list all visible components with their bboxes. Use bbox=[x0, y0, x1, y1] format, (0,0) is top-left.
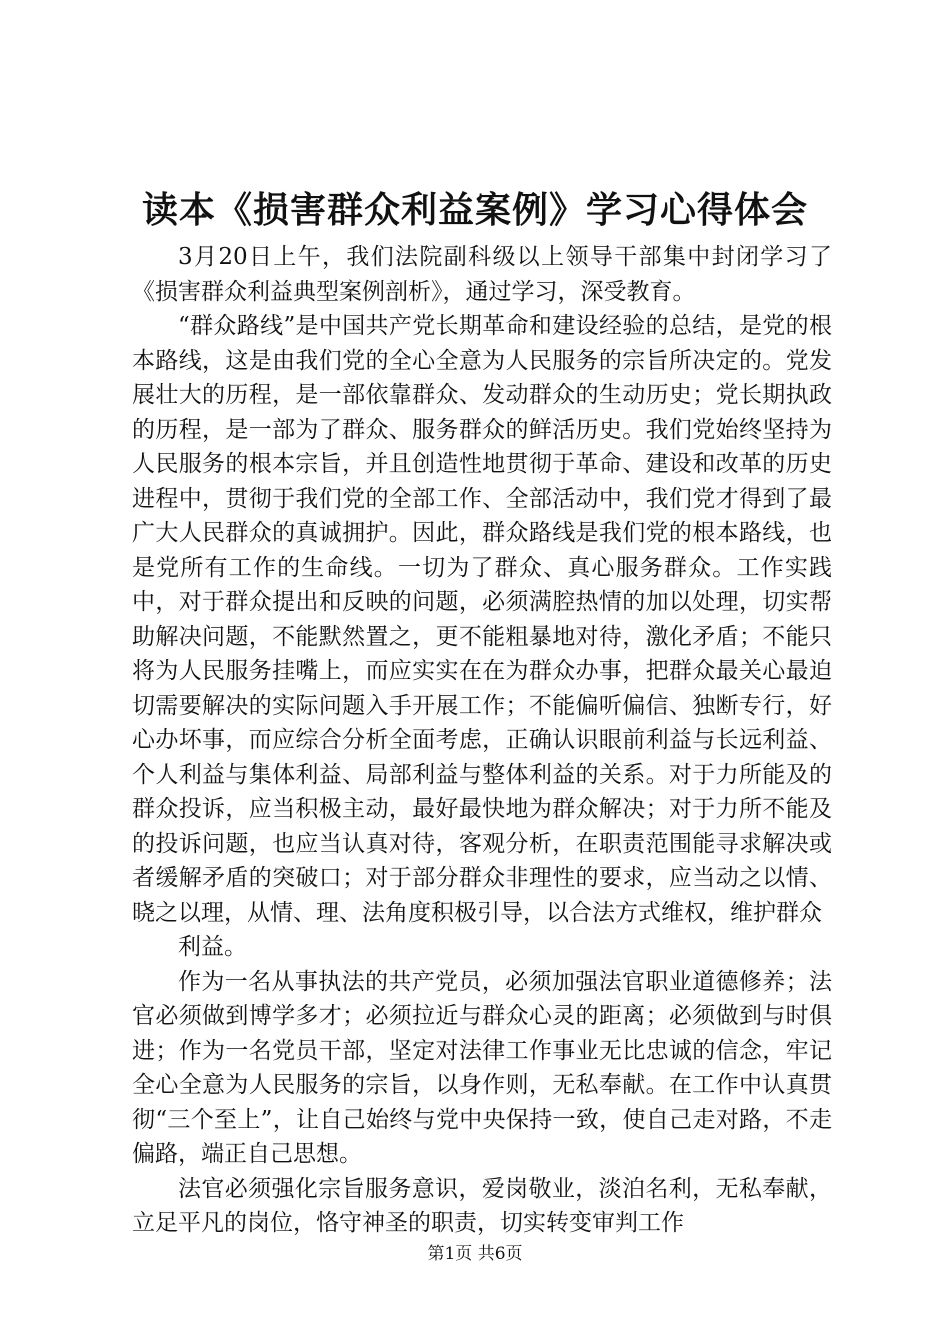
paragraph-3: 作为一名从事执法的共产党员，必须加强法官职业道德修养；法官必须做到博学多才；必须拉近与群众心灵的距离；必须做到与时俱进；作为一名党员干部，坚定对法律工作事业无比忠诚的信念，牢记全心全意为人民服务的宗旨，以身作则，无私奉献。在工作中认真贯彻“三个至上”，让自己始终与党中央保持一致，使自己走对路，不走偏路，端正自己思想。 bbox=[132, 968, 832, 1167]
paragraph-2-continuation: 利益。 bbox=[178, 934, 247, 960]
page-number-footer: 第1页 共6页 bbox=[427, 1244, 523, 1264]
paragraph-2: “群众路线”是中国共产党长期革命和建设经验的总结，是党的根本路线，这是由我们党的全心全意为人民服务的宗旨所决定的。党发展壮大的历程，是一部依靠群众、发动群众的生动历史；党长期执政的历程，是一部为了群众、服务群众的鲜活历史。我们党始终坚持为人民服务的根本宗旨，并且创造性地贯彻于革命、建设和改革的历史进程中，贯彻于我们党的全部工作、全部活动中，我们党才得到了最广大人民群众的真诚拥护。因此，群众路线是我们党的根本路线，也是党所有工作的生命线。一切为了群众、真心服务群众。工作实践中，对于群众提出和反映的问题，必须满腔热情的加以处理，切实帮助解决问题，不能默然置之，更不能粗暴地对待，激化矛盾；不能只将为人民服务挂嘴上，而应实实在在为群众办事，把群众最关心最迫切需要解决的实际问题入手开展工作；不能偏听偏信、独断专行，好心办坏事，而应综合分析全面考虑，正确认识眼前利益与长远利益、个人利益与集体利益、局部利益与整体利益的关系。对于力所能及的群众投诉，应当积极主动，最好最快地为群众解决；对于力所不能及的投诉问题，也应当认真对待，客观分析，在职责范围能寻求解决或者缓解矛盾的突破口；对于部分群众非理性的要求，应当动之以情、晓之以理，从情、理、法角度积极引导，以合法方式维权，维护群众 bbox=[132, 313, 832, 926]
document-title: 读本《损害群众利益案例》学习心得体会 bbox=[141, 189, 808, 231]
paragraph-4: 法官必须强化宗旨服务意识，爱岗敬业，淡泊名利，无私奉献，立足平凡的岗位，恪守神圣的职责，切实转变审判工作 bbox=[132, 1175, 832, 1236]
paragraph-1: 3月20日上午，我们法院副科级以上领导干部集中封闭学习了《损害群众利益典型案例剖析》，通过学习，深受教育。 bbox=[132, 244, 832, 305]
document-body bbox=[132, 240, 832, 1241]
